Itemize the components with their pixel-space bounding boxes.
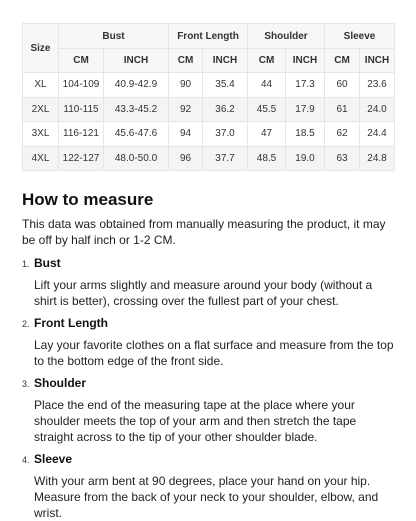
table-cell: 96 bbox=[169, 146, 203, 171]
step-heading bbox=[22, 255, 394, 273]
table-cell: 45.5 bbox=[248, 97, 286, 122]
unit-header: CM bbox=[325, 49, 360, 73]
size-cell: XL bbox=[23, 73, 59, 98]
unit-header: CM bbox=[248, 49, 286, 73]
table-cell: 122-127 bbox=[59, 146, 104, 171]
unit-header: INCH bbox=[286, 49, 325, 73]
size-cell: 3XL bbox=[23, 122, 59, 147]
table-cell: 36.2 bbox=[203, 97, 248, 122]
table-cell: 17.3 bbox=[286, 73, 325, 98]
table-row bbox=[23, 73, 395, 98]
size-column-header: Size bbox=[23, 24, 59, 73]
step-title: Front Length bbox=[34, 316, 108, 330]
step-number: 1. bbox=[22, 259, 30, 269]
step-number: 4. bbox=[22, 455, 30, 465]
size-chart-table bbox=[22, 23, 395, 171]
shoulder-group-header: Shoulder bbox=[248, 24, 325, 49]
unit-header: INCH bbox=[203, 49, 248, 73]
step-number: 2. bbox=[22, 319, 30, 329]
table-cell: 45.6-47.6 bbox=[104, 122, 169, 147]
size-cell: 2XL bbox=[23, 97, 59, 122]
list-item bbox=[22, 255, 394, 309]
table-cell: 60 bbox=[325, 73, 360, 98]
step-title: Shoulder bbox=[34, 376, 87, 390]
step-title: Bust bbox=[34, 256, 61, 270]
table-cell: 43.3-45.2 bbox=[104, 97, 169, 122]
table-cell: 17.9 bbox=[286, 97, 325, 122]
list-item bbox=[22, 451, 394, 521]
table-cell: 47 bbox=[248, 122, 286, 147]
table-cell: 37.0 bbox=[203, 122, 248, 147]
table-cell: 48.5 bbox=[248, 146, 286, 171]
step-description: Lift your arms slightly and measure around your body (without a shirt is better), crossing over the fullest part of your chest. bbox=[34, 278, 373, 308]
front-length-group-header: Front Length bbox=[169, 24, 248, 49]
table-cell: 18.5 bbox=[286, 122, 325, 147]
list-item bbox=[22, 315, 394, 369]
table-row bbox=[23, 97, 395, 122]
table-cell: 116-121 bbox=[59, 122, 104, 147]
step-heading bbox=[22, 375, 394, 393]
step-title: Sleeve bbox=[34, 452, 73, 466]
table-cell: 92 bbox=[169, 97, 203, 122]
table-cell: 94 bbox=[169, 122, 203, 147]
table-cell: 63 bbox=[325, 146, 360, 171]
list-item bbox=[22, 375, 394, 445]
step-heading bbox=[22, 315, 394, 333]
how-to-measure-heading: How to measure bbox=[22, 190, 154, 209]
table-cell: 24.0 bbox=[360, 97, 395, 122]
table-cell: 40.9-42.9 bbox=[104, 73, 169, 98]
unit-header: INCH bbox=[360, 49, 395, 73]
table-cell: 104-109 bbox=[59, 73, 104, 98]
table-row bbox=[23, 122, 395, 147]
step-number: 3. bbox=[22, 379, 30, 389]
table-cell: 110-115 bbox=[59, 97, 104, 122]
table-cell: 35.4 bbox=[203, 73, 248, 98]
sleeve-group-header: Sleeve bbox=[325, 24, 395, 49]
size-cell: 4XL bbox=[23, 146, 59, 171]
table-cell: 24.8 bbox=[360, 146, 395, 171]
table-cell: 61 bbox=[325, 97, 360, 122]
step-heading bbox=[22, 451, 394, 469]
table-cell: 62 bbox=[325, 122, 360, 147]
table-row bbox=[23, 146, 395, 171]
table-group-header-row bbox=[23, 24, 395, 49]
table-cell: 23.6 bbox=[360, 73, 395, 98]
step-description: With your arm bent at 90 degrees, place your hand on your hip. Measure from the back of your neck to your shoulder, elbow, and wrist. bbox=[34, 474, 379, 520]
bust-group-header: Bust bbox=[59, 24, 169, 49]
table-cell: 48.0-50.0 bbox=[104, 146, 169, 171]
step-description: Lay your favorite clothes on a flat surface and measure from the top to the bottom edge of the front side. bbox=[34, 338, 394, 368]
unit-header: CM bbox=[59, 49, 104, 73]
unit-header: CM bbox=[169, 49, 203, 73]
table-cell: 90 bbox=[169, 73, 203, 98]
table-cell: 24.4 bbox=[360, 122, 395, 147]
table-cell: 44 bbox=[248, 73, 286, 98]
unit-header: INCH bbox=[104, 49, 169, 73]
table-cell: 37.7 bbox=[203, 146, 248, 171]
measurement-disclaimer: This data was obtained from manually measuring the product, it may be off by half inch or 1-2 CM. bbox=[22, 217, 386, 247]
table-unit-header-row bbox=[23, 49, 395, 73]
measurement-steps-list bbox=[22, 255, 394, 521]
step-description: Place the end of the measuring tape at the place where your shoulder meets the top of your arm and then stretch the tape straight across to the tip of your other shoulder blade. bbox=[34, 398, 357, 444]
table-cell: 19.0 bbox=[286, 146, 325, 171]
